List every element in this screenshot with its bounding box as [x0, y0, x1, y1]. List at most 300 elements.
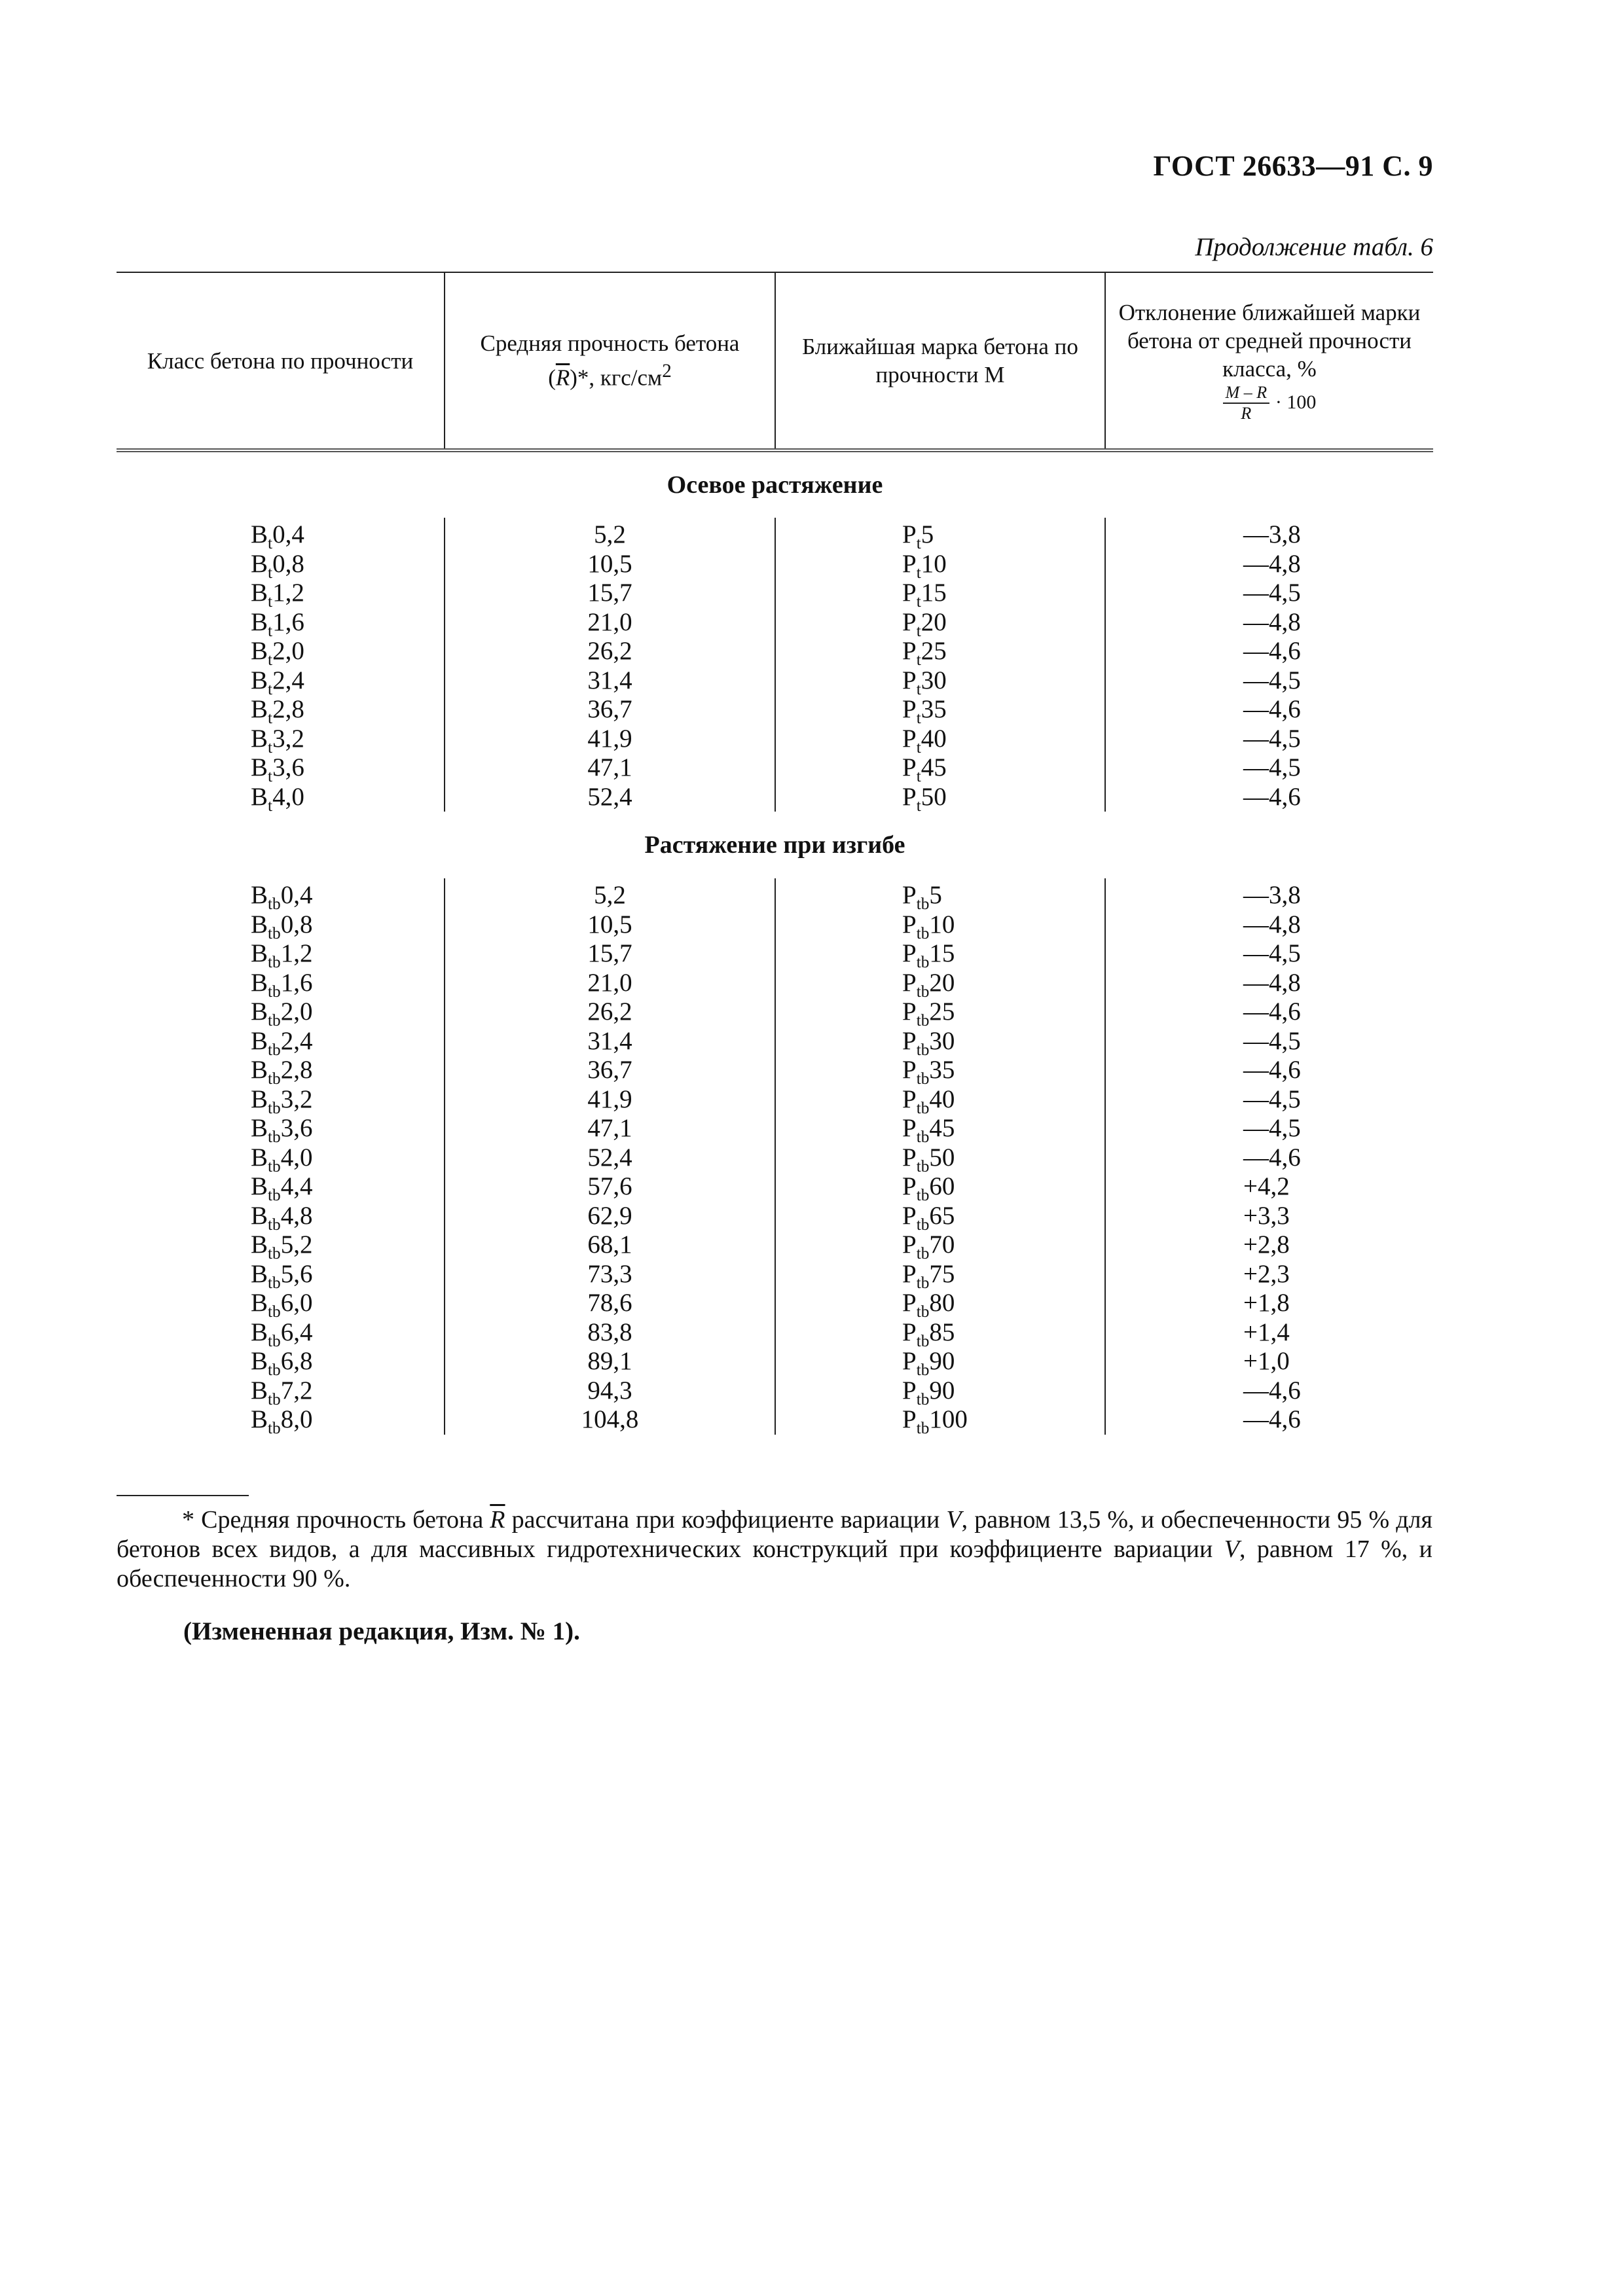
- class-subscript: tb: [268, 894, 281, 913]
- mark-value: 15: [921, 579, 947, 607]
- class-cell: [117, 1259, 445, 1292]
- section-heading: Осевое растяжение: [666, 471, 883, 499]
- deviation-cell: +2,3: [1105, 1260, 1433, 1289]
- header-deviation-text: Отклонение ближайшей марки бетона от средней прочности класса, %: [1118, 299, 1421, 382]
- mark-cell: [775, 1085, 1105, 1115]
- mean-strength-cell: 68,1: [445, 1230, 775, 1260]
- mark-value: 25: [929, 997, 955, 1026]
- mark-cell: [775, 1289, 1105, 1321]
- class-value: 2,8: [280, 1056, 313, 1084]
- mark-subscript: t: [916, 766, 921, 785]
- mark-value: 80: [929, 1289, 955, 1317]
- deviation-cell: +3,3: [1105, 1202, 1433, 1231]
- mark-cell: [775, 1230, 1105, 1263]
- deviation-cell: —4,5: [1105, 1114, 1433, 1143]
- mark-value: 85: [929, 1318, 955, 1346]
- mark-value: 30: [929, 1026, 955, 1055]
- mark-letter: P: [902, 1026, 917, 1055]
- formula-multiplier: · 100: [1275, 391, 1317, 413]
- deviation-cell: —3,8: [1105, 881, 1433, 910]
- mark-letter: P: [902, 1405, 917, 1433]
- mark-subscript: tb: [916, 1302, 930, 1321]
- mark-cell: [775, 1318, 1105, 1348]
- deviation-cell: —4,8: [1105, 550, 1433, 579]
- mark-letter: P: [902, 579, 917, 607]
- class-value: 4,4: [280, 1172, 313, 1200]
- mark-letter: P: [902, 1259, 917, 1288]
- class-subscript: tb: [268, 1390, 281, 1408]
- class-letter: B: [251, 1230, 268, 1259]
- mark-value: 45: [929, 1114, 955, 1142]
- mark-cell: [775, 1376, 1105, 1406]
- header-mean-strength: Средняя прочность бетона $(\overline{R})*$, кгс/$см^2$: [445, 272, 775, 450]
- mark-letter: P: [902, 881, 917, 909]
- unit-power: 2: [662, 361, 672, 382]
- class-cell: [117, 637, 445, 669]
- mark-letter: P: [902, 1318, 917, 1346]
- class-cell: [117, 1376, 445, 1406]
- class-cell: [117, 1056, 445, 1088]
- table-row: [117, 666, 1433, 696]
- mark-letter: P: [902, 939, 917, 967]
- class-value: 2,0: [280, 997, 313, 1026]
- class-subscript: tb: [268, 1040, 281, 1059]
- class-cell: [117, 1289, 445, 1321]
- footnote-text-3: , равном 17 %, и обеспеченности 90 %.: [117, 1535, 1432, 1592]
- class-subscript: tb: [268, 1011, 281, 1030]
- deviation-cell: —4,8: [1105, 608, 1433, 637]
- edition-note: (Измененная редакция, Изм. № 1).: [183, 1617, 580, 1645]
- table-row: [117, 1230, 1433, 1260]
- mean-strength-cell: 47,1: [445, 1114, 775, 1143]
- class-value: 1,6: [272, 607, 304, 636]
- mean-strength-cell: 104,8: [445, 1405, 775, 1435]
- mark-value: 90: [929, 1347, 955, 1375]
- mean-strength-cell: 73,3: [445, 1260, 775, 1289]
- mean-strength-cell: 31,4: [445, 666, 775, 696]
- footnote-lead: * Средняя прочность бетона: [182, 1506, 490, 1534]
- class-letter: B: [251, 1056, 268, 1084]
- strength-table: [117, 272, 1433, 1435]
- class-cell: [117, 1026, 445, 1059]
- mark-letter: P: [902, 1376, 917, 1405]
- mark-letter: P: [902, 910, 917, 939]
- mean-strength-cell: 21,0: [445, 608, 775, 637]
- header-nearest-mark-text: Ближайшая марка бетона по прочности М: [802, 334, 1078, 387]
- class-cell: [117, 1143, 445, 1173]
- header-nearest-mark: [775, 272, 1105, 450]
- class-subscript: t: [268, 533, 273, 552]
- footnote-text-1: рассчитана при коэффициенте вариации: [505, 1506, 947, 1534]
- class-cell: [117, 910, 445, 940]
- class-subscript: tb: [268, 924, 281, 942]
- mark-cell: [775, 1026, 1105, 1059]
- mean-strength-cell: 47,1: [445, 753, 775, 783]
- table-row: [117, 550, 1433, 579]
- mark-cell: [775, 1114, 1105, 1146]
- class-subscript: tb: [268, 1418, 281, 1437]
- mark-subscript: tb: [916, 894, 930, 913]
- mean-strength-cell: 26,2: [445, 997, 775, 1027]
- table-row: [117, 579, 1433, 608]
- mark-value: 65: [929, 1201, 955, 1230]
- class-subscript: tb: [268, 1098, 281, 1117]
- mark-letter: P: [902, 753, 917, 781]
- mean-strength-cell: 10,5: [445, 910, 775, 940]
- mean-strength-cell: 52,4: [445, 783, 775, 812]
- mark-subscript: tb: [916, 924, 930, 942]
- table-row: [117, 725, 1433, 754]
- class-cell: [117, 881, 445, 913]
- mark-cell: [775, 997, 1105, 1030]
- class-cell: [117, 1318, 445, 1348]
- deviation-cell: —4,6: [1105, 997, 1433, 1027]
- class-letter: B: [251, 637, 268, 665]
- table-row: [117, 1172, 1433, 1202]
- deviation-cell: —4,5: [1105, 1085, 1433, 1115]
- class-cell: [117, 549, 445, 582]
- table-row: [117, 910, 1433, 940]
- mark-subscript: tb: [916, 1011, 930, 1030]
- class-letter: B: [251, 1259, 268, 1288]
- table-body: [117, 450, 1433, 1435]
- class-cell: [117, 607, 445, 640]
- section-heading-row: [117, 450, 1433, 518]
- class-subscript: tb: [268, 1127, 281, 1146]
- mark-value: 90: [929, 1376, 955, 1405]
- table-row: [117, 695, 1433, 725]
- mark-letter: P: [902, 695, 917, 723]
- mark-subscript: t: [916, 533, 921, 552]
- class-cell: [117, 666, 445, 696]
- class-value: 4,8: [280, 1201, 313, 1230]
- class-value: 2,0: [272, 637, 304, 665]
- mark-cell: [775, 549, 1105, 582]
- deviation-cell: —4,6: [1105, 1376, 1433, 1406]
- class-letter: B: [251, 607, 268, 636]
- mark-value: 10: [929, 910, 955, 939]
- mark-letter: P: [902, 549, 917, 578]
- class-value: 7,2: [280, 1376, 313, 1405]
- mean-strength-cell: 5,2: [445, 520, 775, 550]
- mark-letter: P: [902, 997, 917, 1026]
- class-letter: B: [251, 579, 268, 607]
- class-letter: B: [251, 549, 268, 578]
- class-subscript: t: [268, 563, 273, 582]
- class-value: 2,4: [272, 666, 304, 694]
- class-cell: [117, 695, 445, 725]
- class-value: 0,8: [280, 910, 313, 939]
- class-cell: [117, 939, 445, 969]
- mark-subscript: t: [916, 621, 921, 640]
- mark-cell: [775, 1259, 1105, 1292]
- mark-cell: [775, 910, 1105, 940]
- class-subscript: tb: [268, 1360, 281, 1379]
- mark-cell: [775, 666, 1105, 696]
- class-letter: B: [251, 1405, 268, 1433]
- class-subscript: tb: [268, 1157, 281, 1175]
- class-letter: B: [251, 997, 268, 1026]
- deviation-cell: —4,6: [1105, 1056, 1433, 1085]
- class-value: 2,8: [272, 695, 304, 723]
- class-cell: [117, 1085, 445, 1115]
- mark-subscript: tb: [916, 1273, 930, 1292]
- class-cell: [117, 968, 445, 1001]
- deviation-cell: —4,8: [1105, 910, 1433, 940]
- mark-cell: [775, 724, 1105, 757]
- class-value: 6,8: [280, 1347, 313, 1375]
- mark-letter: P: [902, 1172, 917, 1200]
- class-value: 6,4: [280, 1318, 313, 1346]
- footnote-text-2: , равном 13,5 %, и обеспеченности 95 % для бетонов всех видов, а для массивных гидротехнических конструкций при коэффициенте вариации: [117, 1506, 1432, 1563]
- deviation-cell: —4,8: [1105, 969, 1433, 998]
- table-row: [117, 1056, 1433, 1085]
- header-deviation: [1105, 272, 1433, 450]
- mean-strength-cell: 89,1: [445, 1347, 775, 1376]
- deviation-cell: +4,2: [1105, 1172, 1433, 1202]
- mark-cell: [775, 1143, 1105, 1173]
- r-bar-symbol: $\overline{R}$: [555, 365, 570, 391]
- mark-cell: [775, 1056, 1105, 1088]
- class-cell: [117, 782, 445, 815]
- class-letter: B: [251, 1289, 268, 1317]
- mark-subscript: t: [916, 563, 921, 582]
- class-cell: [117, 1201, 445, 1234]
- deviation-cell: —4,5: [1105, 725, 1433, 754]
- table-row: [117, 1376, 1433, 1406]
- deviation-cell: —4,6: [1105, 695, 1433, 725]
- table-row: [117, 520, 1433, 550]
- mark-cell: [775, 607, 1105, 640]
- mark-letter: P: [902, 1347, 917, 1375]
- mark-letter: P: [902, 724, 917, 753]
- mean-strength-cell: 15,7: [445, 579, 775, 608]
- class-cell: [117, 579, 445, 611]
- mark-value: 35: [921, 695, 947, 723]
- mean-strength-cell: 31,4: [445, 1027, 775, 1056]
- class-subscript: tb: [268, 1244, 281, 1263]
- deviation-cell: +1,8: [1105, 1289, 1433, 1318]
- mark-cell: [775, 520, 1105, 550]
- class-subscript: t: [268, 708, 273, 727]
- class-value: 0,4: [272, 520, 304, 548]
- mean-strength-cell: 36,7: [445, 695, 775, 725]
- class-value: 8,0: [280, 1405, 313, 1433]
- mark-cell: [775, 968, 1105, 1001]
- class-subscript: t: [268, 621, 273, 640]
- table-row: [117, 1027, 1433, 1056]
- table-row: [117, 637, 1433, 666]
- class-letter: B: [251, 1085, 268, 1113]
- mark-subscript: tb: [916, 1390, 930, 1408]
- class-letter: B: [251, 782, 268, 811]
- deviation-cell: —4,6: [1105, 1143, 1433, 1173]
- class-letter: B: [251, 520, 268, 548]
- mark-subscript: t: [916, 738, 921, 757]
- mark-value: 20: [921, 607, 947, 636]
- class-cell: [117, 753, 445, 783]
- class-letter: B: [251, 1376, 268, 1405]
- mark-subscript: tb: [916, 952, 930, 971]
- table-row: [117, 1114, 1433, 1143]
- mark-subscript: tb: [916, 1215, 930, 1234]
- class-letter: B: [251, 881, 268, 909]
- class-cell: [117, 520, 445, 550]
- mark-subscript: t: [916, 592, 921, 611]
- class-subscript: tb: [268, 1331, 281, 1350]
- mark-subscript: tb: [916, 1360, 930, 1379]
- class-cell: [117, 1230, 445, 1263]
- class-value: 5,6: [280, 1259, 313, 1288]
- header-class: [117, 272, 445, 450]
- mark-cell: [775, 1201, 1105, 1234]
- deviation-cell: —4,6: [1105, 637, 1433, 666]
- mark-value: 70: [929, 1230, 955, 1259]
- mark-cell: [775, 753, 1105, 783]
- mark-value: 45: [921, 753, 947, 781]
- class-value: 4,0: [272, 782, 304, 811]
- mark-subscript: tb: [916, 1069, 930, 1088]
- class-subscript: t: [268, 650, 273, 669]
- table-row: [117, 881, 1433, 910]
- footnote-r-bar: $\overline{R}$: [490, 1506, 505, 1534]
- class-letter: B: [251, 695, 268, 723]
- table-row: [117, 969, 1433, 998]
- class-subscript: tb: [268, 952, 281, 971]
- class-subscript: tb: [268, 1185, 281, 1204]
- class-value: 2,4: [280, 1026, 313, 1055]
- class-subscript: tb: [268, 1215, 281, 1234]
- mean-strength-cell: 41,9: [445, 1085, 775, 1115]
- deviation-formula: [1223, 383, 1270, 423]
- table-row: [117, 997, 1433, 1027]
- mark-value: 35: [929, 1056, 955, 1084]
- table-row: [117, 1085, 1433, 1115]
- mark-letter: P: [902, 520, 917, 548]
- class-letter: B: [251, 1201, 268, 1230]
- class-value: 0,4: [280, 881, 313, 909]
- table-continuation-label: Продолжение табл. 6: [1195, 233, 1433, 261]
- mark-subscript: tb: [916, 1127, 930, 1146]
- class-subscript: t: [268, 592, 273, 611]
- mean-strength-cell: 78,6: [445, 1289, 775, 1318]
- class-subscript: tb: [268, 982, 281, 1001]
- mark-letter: P: [902, 968, 917, 997]
- class-subscript: tb: [268, 1302, 281, 1321]
- class-letter: B: [251, 1143, 268, 1172]
- class-value: 3,2: [272, 724, 304, 753]
- mark-subscript: t: [916, 708, 921, 727]
- table-row: [117, 608, 1433, 637]
- footnote-v1: V: [946, 1506, 962, 1534]
- mark-cell: [775, 881, 1105, 913]
- class-letter: B: [251, 666, 268, 694]
- mean-strength-cell: 10,5: [445, 550, 775, 579]
- mark-value: 25: [921, 637, 947, 665]
- class-letter: B: [251, 939, 268, 967]
- mark-value: 60: [929, 1172, 955, 1200]
- table-row: [117, 1405, 1433, 1435]
- deviation-cell: —3,8: [1105, 520, 1433, 550]
- footnote-divider: [117, 1495, 249, 1496]
- class-cell: [117, 724, 445, 757]
- mark-subscript: t: [916, 679, 921, 698]
- mark-cell: [775, 1405, 1105, 1435]
- class-letter: B: [251, 1172, 268, 1200]
- mark-cell: [775, 1347, 1105, 1379]
- mark-letter: P: [902, 1230, 917, 1259]
- mark-subscript: tb: [916, 1185, 930, 1204]
- mean-strength-cell: 15,7: [445, 939, 775, 969]
- deviation-cell: —4,5: [1105, 753, 1433, 783]
- table-row: [117, 1289, 1433, 1318]
- table-row: [117, 939, 1433, 969]
- mark-cell: [775, 637, 1105, 669]
- mark-value: 50: [929, 1143, 955, 1172]
- class-letter: B: [251, 1026, 268, 1055]
- deviation-cell: +1,0: [1105, 1347, 1433, 1376]
- mark-letter: P: [902, 666, 917, 694]
- section-heading: Растяжение при изгибе: [644, 831, 905, 859]
- deviation-cell: —4,5: [1105, 579, 1433, 608]
- mean-strength-cell: 36,7: [445, 1056, 775, 1085]
- mark-value: 5: [929, 881, 942, 909]
- deviation-cell: —4,5: [1105, 939, 1433, 969]
- mark-subscript: tb: [916, 1040, 930, 1059]
- mark-subscript: tb: [916, 1244, 930, 1263]
- table-row: [117, 753, 1433, 783]
- mean-strength-cell: 26,2: [445, 637, 775, 666]
- mean-strength-cell: 41,9: [445, 725, 775, 754]
- mark-cell: [775, 695, 1105, 725]
- deviation-cell: +2,8: [1105, 1230, 1433, 1260]
- mark-subscript: t: [916, 796, 921, 815]
- mark-letter: P: [902, 1085, 917, 1113]
- page-header-gost: ГОСТ 26633—91 С. 9: [1153, 150, 1433, 182]
- class-cell: [117, 1172, 445, 1202]
- formula-numerator: M – R: [1223, 383, 1270, 404]
- class-subscript: tb: [268, 1273, 281, 1292]
- table-row: [117, 1318, 1433, 1348]
- class-subscript: t: [268, 766, 273, 785]
- mean-strength-cell: 57,6: [445, 1172, 775, 1202]
- section-heading-row: [117, 812, 1433, 878]
- class-subscript: t: [268, 796, 273, 815]
- class-letter: B: [251, 910, 268, 939]
- mark-cell: [775, 939, 1105, 969]
- class-value: 1,2: [272, 579, 304, 607]
- mark-subscript: tb: [916, 982, 930, 1001]
- mark-value: 10: [921, 549, 947, 578]
- class-value: 6,0: [280, 1289, 313, 1317]
- mark-subscript: t: [916, 650, 921, 669]
- mark-value: 75: [929, 1259, 955, 1288]
- class-letter: B: [251, 1318, 268, 1346]
- mean-strength-cell: 52,4: [445, 1143, 775, 1173]
- class-value: 3,6: [272, 753, 304, 781]
- mark-value: 30: [921, 666, 947, 694]
- header-class-text: Класс бетона по прочности: [147, 348, 414, 374]
- formula-denominator: R: [1241, 403, 1252, 423]
- class-cell: [117, 1347, 445, 1379]
- mark-letter: P: [902, 607, 917, 636]
- class-letter: B: [251, 1347, 268, 1375]
- mark-value: 40: [921, 724, 947, 753]
- mark-subscript: tb: [916, 1157, 930, 1175]
- mean-strength-cell: 5,2: [445, 881, 775, 910]
- class-letter: B: [251, 1114, 268, 1142]
- mean-strength-cell: 83,8: [445, 1318, 775, 1348]
